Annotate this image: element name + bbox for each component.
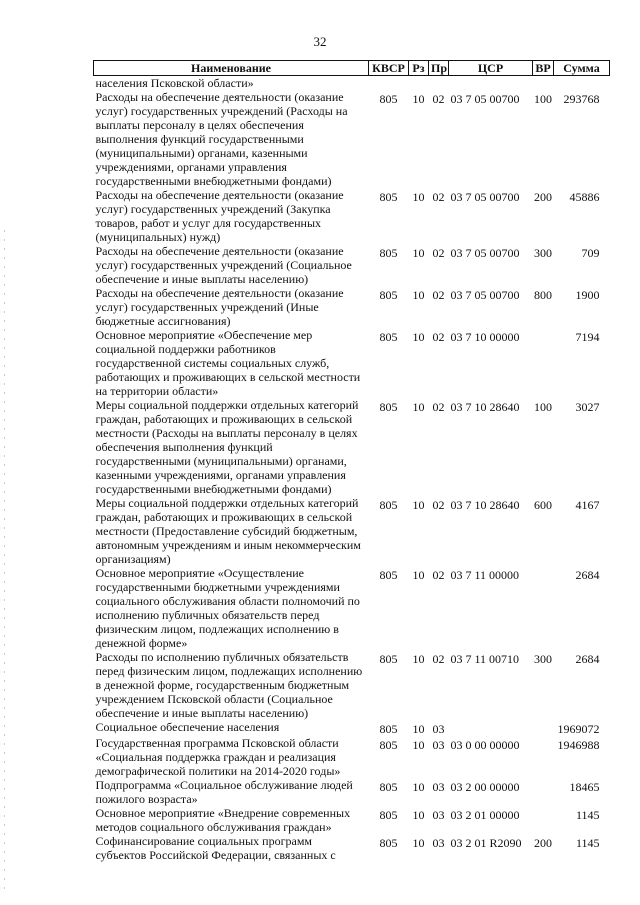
- cell-name: Меры социальной поддержки отдельных категорий граждан, работающих и проживающих в сельской местности (Расходы на выплаты персоналу в целях обеспечения выполнения функций государственными (муниципальными) органами, казенными учреждениями, органами управления государственными внебюджетными фондами): [95, 398, 359, 496]
- cell-sum: 7194: [575, 330, 600, 344]
- cell-pr: 02: [432, 652, 445, 666]
- cell-sum: 1900: [575, 288, 600, 302]
- cell-sum: 45886: [569, 190, 600, 204]
- cell-rz: 10: [412, 780, 425, 794]
- cell-rz: 10: [412, 836, 425, 850]
- cell-sum: 1145: [575, 808, 600, 822]
- table-row: [94, 328, 610, 398]
- col-header-rz: Рз: [409, 61, 429, 76]
- cell-vr: [533, 76, 554, 91]
- cell-csr: 03 7 11 00710: [450, 652, 520, 666]
- cell-name: Государственная программа Псковской области «Социальная поддержка граждан и реализация демографической политики на 2014-2020 годы»: [95, 736, 341, 778]
- cell-rz: [409, 76, 429, 91]
- cell-pr: 02: [432, 92, 445, 106]
- table-row: [94, 720, 610, 736]
- cell-vr: 100: [534, 400, 552, 414]
- cell-name: Подпрограмма «Социальное обслуживание людей пожилого возраста»: [95, 778, 353, 806]
- cell-pr: 03: [432, 836, 445, 850]
- col-header-name: Наименование: [94, 61, 369, 76]
- cell-kvsr: 805: [379, 498, 398, 512]
- cell-name: Расходы на обеспечение деятельности (оказание услуг) государственных учреждений (Иные бюджетные ассигнования): [95, 286, 344, 328]
- cell-vr: 300: [534, 652, 552, 666]
- cell-vr: 100: [534, 92, 552, 106]
- cell-kvsr: [369, 76, 409, 91]
- cell-csr: 03 0 00 00000: [450, 738, 520, 752]
- cell-kvsr: 805: [379, 190, 398, 204]
- cell-csr: 03 7 10 28640: [450, 400, 520, 414]
- cell-sum: 2684: [575, 568, 600, 582]
- cell-rz: 10: [412, 400, 425, 414]
- col-header-vr: ВР: [533, 61, 554, 76]
- cell-vr: 600: [534, 498, 552, 512]
- table-row: [94, 398, 610, 496]
- cell-name: Расходы на обеспечение деятельности (оказание услуг) государственных учреждений (Расходы на выплаты персоналу в целях обеспечения выполнения функций государственными (муниципальными) органами, казенными учреждениями, органами управления государственными внебюджетными фондами): [95, 90, 348, 188]
- cell-rz: 10: [412, 722, 425, 736]
- cell-pr: 02: [432, 190, 445, 204]
- cell-pr: [429, 76, 449, 91]
- cell-kvsr: 805: [379, 400, 398, 414]
- cell-vr: 300: [534, 246, 552, 260]
- cell-name: Софинансирование социальных программ субъектов Российской Федерации, связанных с: [95, 834, 336, 862]
- cell-kvsr: 805: [379, 836, 398, 850]
- table-row: [94, 834, 610, 862]
- cell-vr: 200: [534, 836, 552, 850]
- cell-pr: 02: [432, 246, 445, 260]
- cell-kvsr: 805: [379, 330, 398, 344]
- cell-vr: [533, 806, 554, 834]
- cell-name: Основное мероприятие «Внедрение современных методов социального обслуживания граждан»: [95, 806, 351, 834]
- cell-sum: 1946988: [557, 738, 600, 752]
- table-header-row: [94, 61, 610, 76]
- cell-pr: 02: [432, 330, 445, 344]
- cell-csr: 03 2 01 R2090: [450, 836, 522, 850]
- cell-name: Расходы на обеспечение деятельности (оказание услуг) государственных учреждений (Социальное обеспечение и иные выплаты населению): [95, 244, 352, 286]
- cell-rz: 10: [412, 568, 425, 582]
- cell-rz: 10: [412, 498, 425, 512]
- cell-csr: 03 2 00 00000: [450, 780, 520, 794]
- cell-sum: 2684: [575, 652, 600, 666]
- cell-pr: 03: [432, 722, 445, 736]
- cell-pr: 02: [432, 288, 445, 302]
- cell-kvsr: 805: [379, 808, 398, 822]
- cell-vr: 200: [534, 190, 552, 204]
- cell-vr: 800: [534, 288, 552, 302]
- cell-rz: 10: [412, 808, 425, 822]
- budget-table: [93, 60, 610, 862]
- cell-name: Основное мероприятие «Обеспечение мер социальной поддержки работников государственной системы социальных служб, работающих и проживающих в сельской местности на территории области»: [95, 328, 361, 398]
- cell-rz: 10: [412, 246, 425, 260]
- cell-kvsr: 805: [379, 92, 398, 106]
- table-row: [94, 244, 610, 286]
- cell-name: Расходы на обеспечение деятельности (оказание услуг) государственных учреждений (Закупка товаров, работ и услуг для государственных (муниципальных) нужд): [95, 188, 344, 244]
- cell-name: Меры социальной поддержки отдельных категорий граждан, работающих и проживающих в сельской местности (Предоставление субсидий бюджетным, автономным учреждениям и иным некоммерческим организациям): [95, 496, 361, 566]
- cell-rz: 10: [412, 330, 425, 344]
- table-row: [94, 806, 610, 834]
- table-row: [94, 188, 610, 244]
- cell-sum: 18465: [569, 780, 600, 794]
- table-body: [94, 76, 610, 863]
- col-header-kvsr: КВСР: [369, 61, 409, 76]
- table-row: [94, 778, 610, 806]
- table-row: [94, 496, 610, 566]
- cell-csr: [449, 720, 533, 736]
- cell-vr: [533, 328, 554, 398]
- col-header-pr: Пр: [429, 61, 449, 76]
- cell-pr: 02: [432, 568, 445, 582]
- cell-sum: 293768: [563, 92, 600, 106]
- cell-csr: 03 7 10 28640: [450, 498, 520, 512]
- cell-csr: 03 7 05 00700: [450, 246, 520, 260]
- cell-name: Основное мероприятие «Осуществление государственными бюджетными учреждениями социального обслуживания области полномочий по исполнению публичных обязательств перед физическим лицом, подлежащих исполнению в денежной форме»: [95, 566, 360, 650]
- cell-csr: 03 7 11 00000: [450, 568, 520, 582]
- cell-pr: 03: [432, 808, 445, 822]
- cell-csr: 03 7 10 00000: [450, 330, 520, 344]
- cell-sum: 3027: [575, 400, 600, 414]
- cell-csr: 03 2 01 00000: [450, 808, 520, 822]
- cell-sum: [554, 76, 610, 91]
- cell-kvsr: 805: [379, 722, 398, 736]
- cell-pr: 02: [432, 498, 445, 512]
- scan-artifact: [4, 230, 5, 890]
- cell-vr: [533, 736, 554, 778]
- cell-sum: 709: [581, 246, 600, 260]
- table-row: [94, 90, 610, 188]
- cell-pr: 03: [432, 738, 445, 752]
- cell-vr: [533, 778, 554, 806]
- cell-kvsr: 805: [379, 780, 398, 794]
- cell-csr: 03 7 05 00700: [450, 190, 520, 204]
- cell-name: населения Псковской области»: [95, 76, 254, 90]
- table-row: [94, 736, 610, 778]
- cell-rz: 10: [412, 738, 425, 752]
- cell-kvsr: 805: [379, 568, 398, 582]
- col-header-sum: Сумма: [554, 61, 610, 76]
- col-header-csr: ЦСР: [449, 61, 533, 76]
- table-row: [94, 76, 610, 91]
- cell-name: Расходы по исполнению публичных обязательств перед физическим лицом, подлежащих исполнению в денежной форме, государственным бюджетным учреждением Псковской области (Социальное обеспечение и иные выплаты населению): [95, 650, 363, 720]
- cell-kvsr: 805: [379, 246, 398, 260]
- cell-sum: 1145: [575, 836, 600, 850]
- cell-rz: 10: [412, 652, 425, 666]
- table-row: [94, 286, 610, 328]
- cell-rz: 10: [412, 190, 425, 204]
- cell-kvsr: 805: [379, 652, 398, 666]
- cell-kvsr: 805: [379, 288, 398, 302]
- table-row: [94, 566, 610, 650]
- cell-name: Социальное обеспечение населения: [95, 720, 280, 734]
- cell-rz: 10: [412, 92, 425, 106]
- cell-rz: 10: [412, 288, 425, 302]
- page-number: 32: [313, 34, 327, 49]
- cell-sum: 1969072: [557, 722, 600, 736]
- cell-vr: [533, 720, 554, 736]
- cell-sum: 4167: [575, 498, 600, 512]
- cell-csr: 03 7 05 00700: [450, 92, 520, 106]
- cell-pr: 03: [432, 780, 445, 794]
- cell-kvsr: 805: [379, 738, 398, 752]
- cell-csr: 03 7 05 00700: [450, 288, 520, 302]
- cell-vr: [533, 566, 554, 650]
- cell-pr: 02: [432, 400, 445, 414]
- table-row: [94, 650, 610, 720]
- cell-csr: [449, 76, 533, 91]
